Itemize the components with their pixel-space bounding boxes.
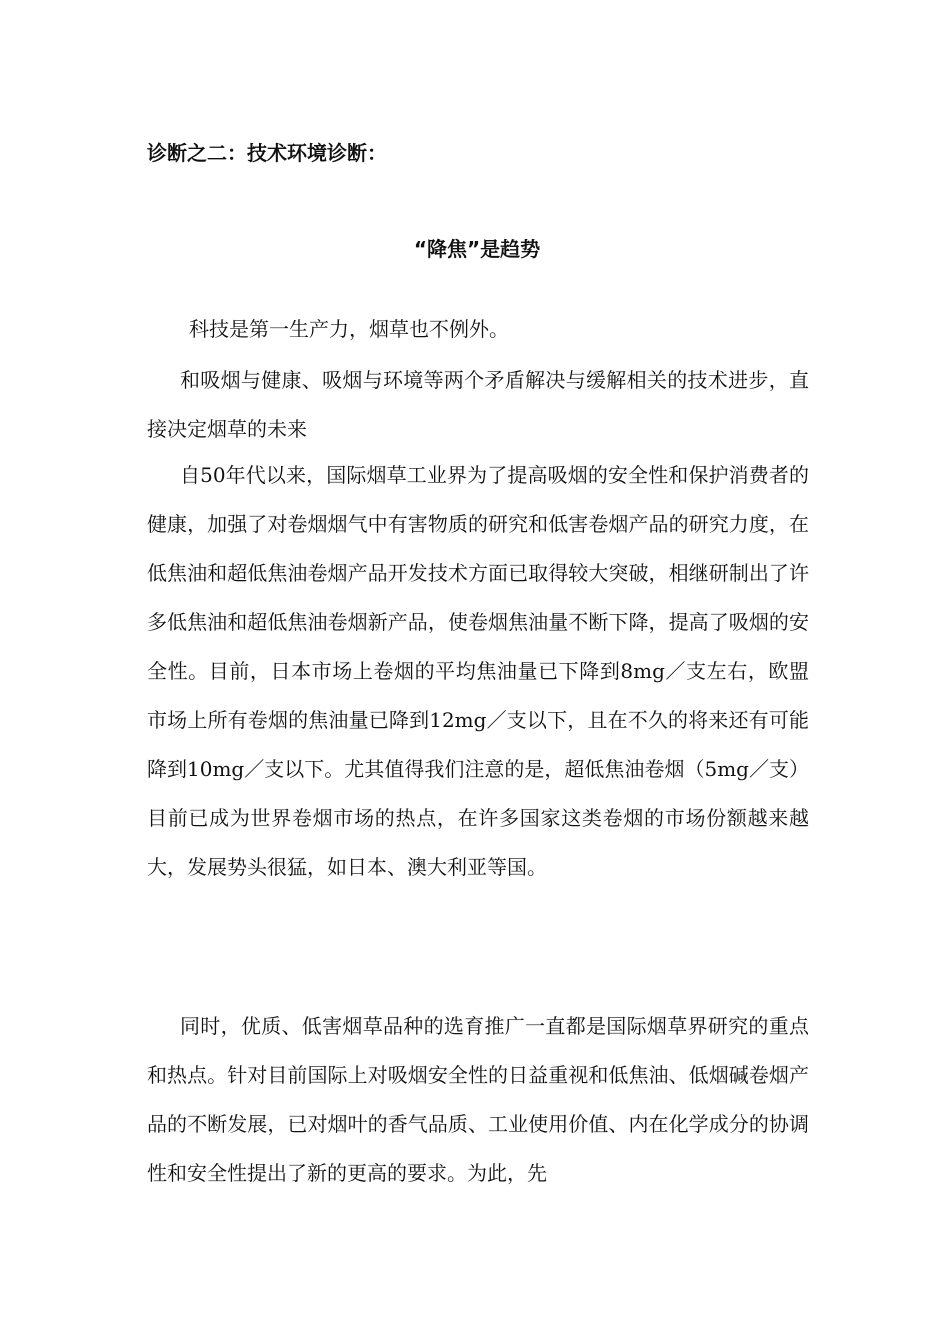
paragraph: 自50年代以来，国际烟草工业界为了提高吸烟的安全性和保护消费者的健康，加强了对卷烟烟气中有害物质的研究和低害卷烟产品的研究力度，在低焦油和超低焦油卷烟产品开发技术方面已取得较大突破，相继研制出了许多低焦油和超低焦油卷烟新产品，使卷烟焦油量不断下降，提高了吸烟的安全性。目前，日本市场上卷烟的平均焦油量已下降到8mg／支左右，欧盟市场上所有卷烟的焦油量已降到12mg／支以下，且在不久的将来还有可能降到10mg／支以下。尤其值得我们注意的是，超低焦油卷烟（5mg／支）目前已成为世界卷烟市场的热点，在许多国家这类卷烟的市场份额越来越大，发展势头很猛，如日本、澳大利亚等国。: [147, 463, 809, 879]
section-heading: 诊断之二：技术环境诊断：: [147, 141, 387, 165]
paragraph: 同时，优质、低害烟草品种的选育推广一直都是国际烟草界研究的重点和热点。针对目前国际上对吸烟安全性的日益重视和低焦油、低烟碱卷烟产品的不断发展，已对烟叶的香气品质、工业使用价值、内在化学成分的协调性和安全性提出了新的更高的要求。为此，先: [147, 1014, 809, 1185]
paragraph: 和吸烟与健康、吸烟与环境等两个矛盾解决与缓解相关的技术进步，直接决定烟草的未来: [147, 368, 809, 441]
document-title: “降焦”是趋势: [413, 237, 541, 261]
paragraph: 科技是第一生产力，烟草也不例外。: [189, 317, 509, 341]
